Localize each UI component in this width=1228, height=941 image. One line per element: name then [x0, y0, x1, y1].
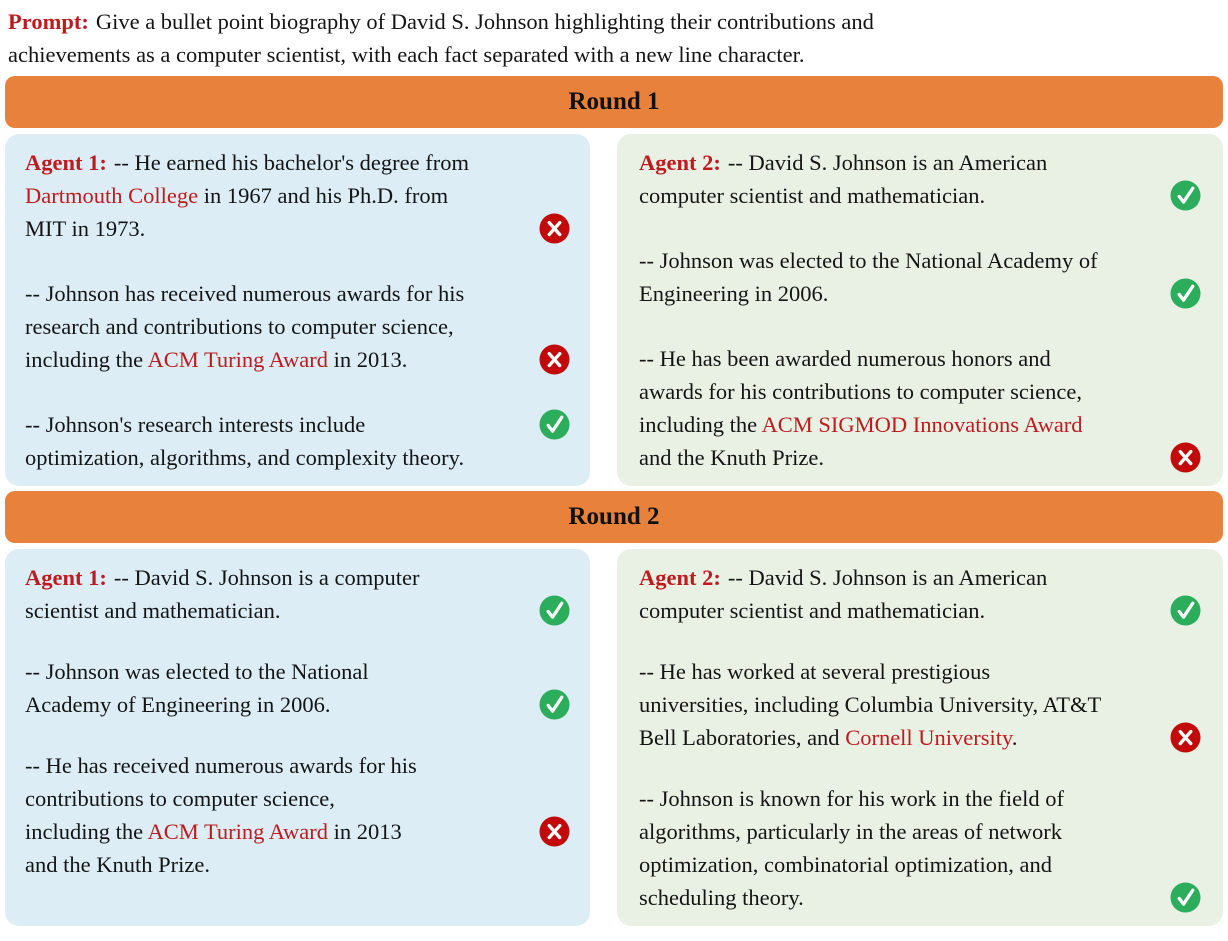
text-segment: optimization, algorithms, and complexity theory.	[25, 445, 465, 470]
round-1-agent-2-panel	[617, 134, 1223, 486]
text-line	[639, 277, 1201, 310]
cross-icon	[1170, 722, 1201, 753]
text-line	[639, 848, 1201, 881]
cross-icon	[539, 816, 570, 847]
agent-label: Agent 2:	[639, 565, 721, 590]
text-segment: -- Johnson has received numerous awards for his	[25, 281, 465, 306]
check-icon	[1170, 882, 1201, 913]
fact-bullet	[25, 277, 570, 376]
text-segment: MIT in 1973.	[25, 216, 146, 241]
text-line	[25, 848, 570, 881]
round-2-panels	[5, 549, 1223, 926]
fact-bullet	[639, 782, 1201, 914]
agent-label: Agent 1:	[25, 565, 107, 590]
text-line	[25, 782, 570, 815]
text-line	[25, 815, 570, 848]
text-segment: awards for his contributions to computer science,	[639, 379, 1083, 404]
text-segment: in 1967 and his Ph.D. from	[198, 183, 449, 208]
text-line	[639, 721, 1201, 754]
text-line	[639, 146, 1201, 179]
text-line	[25, 561, 570, 594]
text-line	[25, 441, 570, 474]
cross-icon	[539, 213, 570, 244]
text-segment: and the Knuth Prize.	[639, 445, 824, 470]
text-segment: Give a bullet point biography of David S. Johnson highlighting their contributions and	[95, 9, 874, 34]
text-segment: .	[1011, 725, 1018, 750]
text-segment: in 2013.	[327, 347, 408, 372]
cross-icon	[539, 344, 570, 375]
text-segment: -- Johnson was elected to the National	[25, 659, 369, 684]
check-icon	[539, 409, 570, 440]
text-segment: optimization, combinatorial optimization, and	[639, 852, 1053, 877]
text-segment: computer scientist and mathematician.	[639, 183, 986, 208]
fact-bullet	[25, 655, 570, 721]
text-segment: in 2013	[327, 819, 402, 844]
check-icon	[1170, 180, 1201, 211]
text-line	[639, 688, 1201, 721]
text-line	[25, 277, 570, 310]
text-line	[25, 655, 570, 688]
hallucination-highlight: ACM Turing Award	[147, 819, 328, 844]
text-segment: universities, including Columbia University, AT&T	[639, 692, 1102, 717]
text-line	[639, 342, 1201, 375]
fact-bullet	[639, 146, 1201, 212]
check-icon	[539, 689, 570, 720]
prompt	[0, 0, 1228, 71]
cross-icon	[1170, 442, 1201, 473]
text-line	[8, 5, 1220, 38]
hallucination-highlight: ACM SIGMOD Innovations Award	[761, 412, 1083, 437]
text-line	[639, 782, 1201, 815]
text-segment: -- David S. Johnson is an American	[727, 150, 1048, 175]
round-1-header	[5, 76, 1223, 128]
round-2-agent-1-panel	[5, 549, 590, 926]
fact-bullet	[25, 408, 570, 474]
text-segment: Engineering in 2006.	[639, 281, 829, 306]
text-segment: computer scientist and mathematician.	[639, 598, 986, 623]
text-segment: and the Knuth Prize.	[25, 852, 210, 877]
check-icon	[1170, 278, 1201, 309]
text-line	[25, 688, 570, 721]
text-line	[25, 749, 570, 782]
text-line	[639, 408, 1201, 441]
text-segment: scheduling theory.	[639, 885, 804, 910]
text-line	[25, 212, 570, 245]
fact-bullet	[639, 244, 1201, 310]
fact-bullet	[25, 146, 570, 245]
text-line	[639, 179, 1201, 212]
text-segment: algorithms, particularly in the areas of network	[639, 819, 1062, 844]
text-segment: contributions to computer science,	[25, 786, 335, 811]
hallucination-highlight: ACM Turing Award	[147, 347, 328, 372]
text-segment: including the	[639, 412, 762, 437]
fact-bullet	[639, 561, 1201, 627]
round-title: Round 2	[568, 503, 660, 530]
text-segment: achievements as a computer scientist, with each fact separated with a new line character.	[8, 42, 805, 67]
text-segment: -- Johnson is known for his work in the field of	[639, 786, 1064, 811]
text-line	[639, 881, 1201, 914]
fact-bullet	[25, 561, 570, 627]
text-line	[25, 594, 570, 627]
text-line	[8, 38, 1220, 71]
text-line	[25, 343, 570, 376]
text-segment: -- He earned his bachelor's degree from	[113, 150, 469, 175]
round-2-header	[5, 491, 1223, 543]
text-line	[25, 408, 570, 441]
text-segment: -- David S. Johnson is an American	[727, 565, 1048, 590]
text-segment: -- David S. Johnson is a computer	[113, 565, 420, 590]
text-segment: Academy of Engineering in 2006.	[25, 692, 331, 717]
text-segment: -- He has worked at several prestigious	[639, 659, 991, 684]
text-line	[639, 815, 1201, 848]
round-2-agent-2-panel	[617, 549, 1223, 926]
text-line	[639, 441, 1201, 474]
text-line	[639, 244, 1201, 277]
text-segment: -- He has been awarded numerous honors and	[639, 346, 1051, 371]
text-segment: research and contributions to computer science,	[25, 314, 454, 339]
round-1-agent-1-panel	[5, 134, 590, 486]
hallucination-highlight: Cornell University	[845, 725, 1012, 750]
speaker-label: Prompt:	[8, 9, 89, 34]
text-line	[25, 179, 570, 212]
text-segment: -- Johnson's research interests include	[25, 412, 366, 437]
text-line	[25, 310, 570, 343]
agent-label: Agent 1:	[25, 150, 107, 175]
text-segment: scientist and mathematician.	[25, 598, 281, 623]
hallucination-highlight: Dartmouth College	[25, 183, 199, 208]
text-segment: including the	[25, 819, 148, 844]
text-segment: Bell Laboratories, and	[639, 725, 846, 750]
check-icon	[539, 595, 570, 626]
fact-bullet	[639, 342, 1201, 474]
text-line	[639, 655, 1201, 688]
agent-label: Agent 2:	[639, 150, 721, 175]
text-line	[639, 594, 1201, 627]
text-line	[639, 561, 1201, 594]
fact-bullet	[25, 749, 570, 881]
check-icon	[1170, 595, 1201, 626]
text-segment: -- Johnson was elected to the National Academy of	[639, 248, 1098, 273]
round-1-panels	[5, 134, 1223, 486]
fact-bullet	[639, 655, 1201, 754]
round-title: Round 1	[568, 88, 660, 115]
text-line	[25, 146, 570, 179]
text-segment: including the	[25, 347, 148, 372]
text-line	[639, 375, 1201, 408]
text-segment: -- He has received numerous awards for his	[25, 753, 417, 778]
rounds-container	[0, 76, 1228, 926]
